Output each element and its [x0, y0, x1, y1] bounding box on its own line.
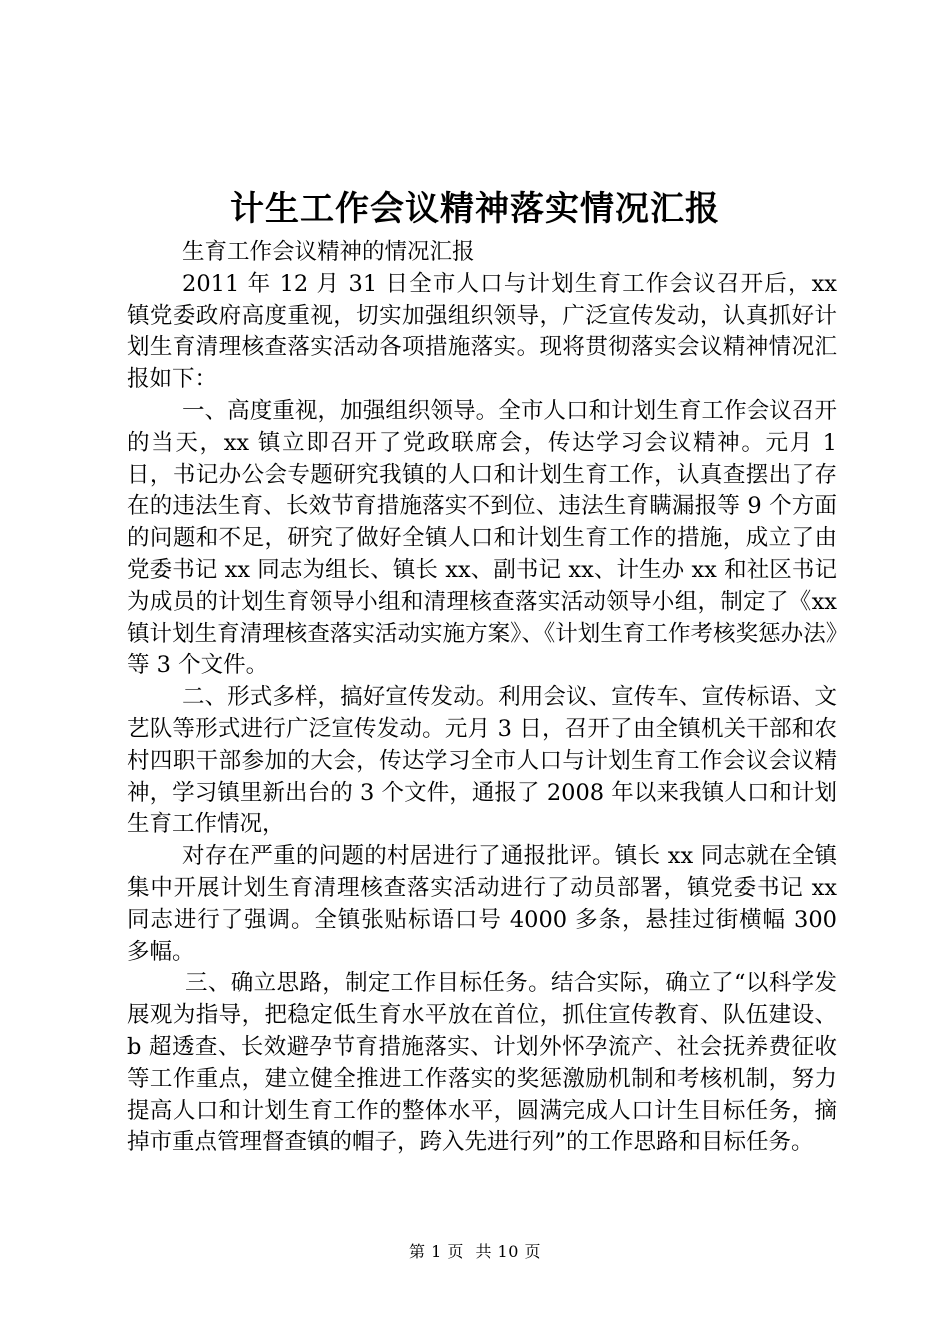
document-title: 计生工作会议精神落实情况汇报	[230, 189, 720, 229]
page-footer	[0, 1240, 950, 1264]
paragraph-section-2: 二、形式多样，搞好宣传发动。利用会议、宣传车、宣传标语、文艺队等形式进行广泛宣传发动。元月 3 日，召开了由全镇机关干部和农村四职干部参加的大会，传达学习全市人口与计划生育工作会议会议精神，学习镇里新出台的 3 个文件，通报了 2008 年以来我镇人口和计划生育工作情况，	[127, 684, 837, 838]
page-number: 第 1 页	[409, 1242, 464, 1261]
paragraph-section-1: 一、高度重视，加强组织领导。全市人口和计划生育工作会议召开的当天，xx 镇立即召开了党政联席会，传达学习会议精神。元月 1 日，书记办公会专题研究我镇的人口和计划生育工作，认真查摆出了存在的违法生育、长效节育措施落实不到位、违法生育瞒漏报等 9 个方面的问题和不足，研究了做好全镇人口和计划生育工作的措施，成立了由党委书记 xx 同志为组长、镇长 xx、副书记 xx、计生办 xx 和社区书记为成员的计划生育领导小组和清理核查落实活动领导小组，制定了《xx 镇计划生育清理核查落实活动实施方案》、《计划生育工作考核奖惩办法》等 3 个文件。	[127, 397, 837, 679]
paragraph-subtitle: 生育工作会议精神的情况汇报	[182, 239, 475, 265]
page-total: 共 10 页	[475, 1242, 541, 1261]
paragraph-section-3: 三、确立思路，制定工作目标任务。结合实际，确立了“以科学发展观为指导，把稳定低生育水平放在首位，抓住宣传教育、队伍建设、b 超透查、长效避孕节育措施落实、计划外怀孕流产、社会抚养费征收等工作重点，建立健全推进工作落实的奖惩激励机制和考核机制，努力提高人口和计划生育工作的整体水平，圆满完成人口计生目标任务，摘掉市重点管理督查镇的帽子，跨入先进行列”的工作思路和目标任务。	[127, 970, 837, 1156]
paragraph-intro: 2011 年 12 月 31 日全市人口与计划生育工作会议召开后，xx 镇党委政府高度重视，切实加强组织领导，广泛宣传发动，认真抓好计划生育清理核查落实活动各项措施落实。现将贯彻落实会议精神情况汇报如下：	[127, 270, 837, 393]
paragraph-section-2-continued: 对存在严重的问题的村居进行了通报批评。镇长 xx 同志就在全镇集中开展计划生育清理核查落实活动进行了动员部署，镇党委书记 xx 同志进行了强调。全镇张贴标语口号 4000 多条，悬挂过街横幅 300 多幅。	[127, 843, 837, 965]
document-body	[127, 237, 837, 1159]
